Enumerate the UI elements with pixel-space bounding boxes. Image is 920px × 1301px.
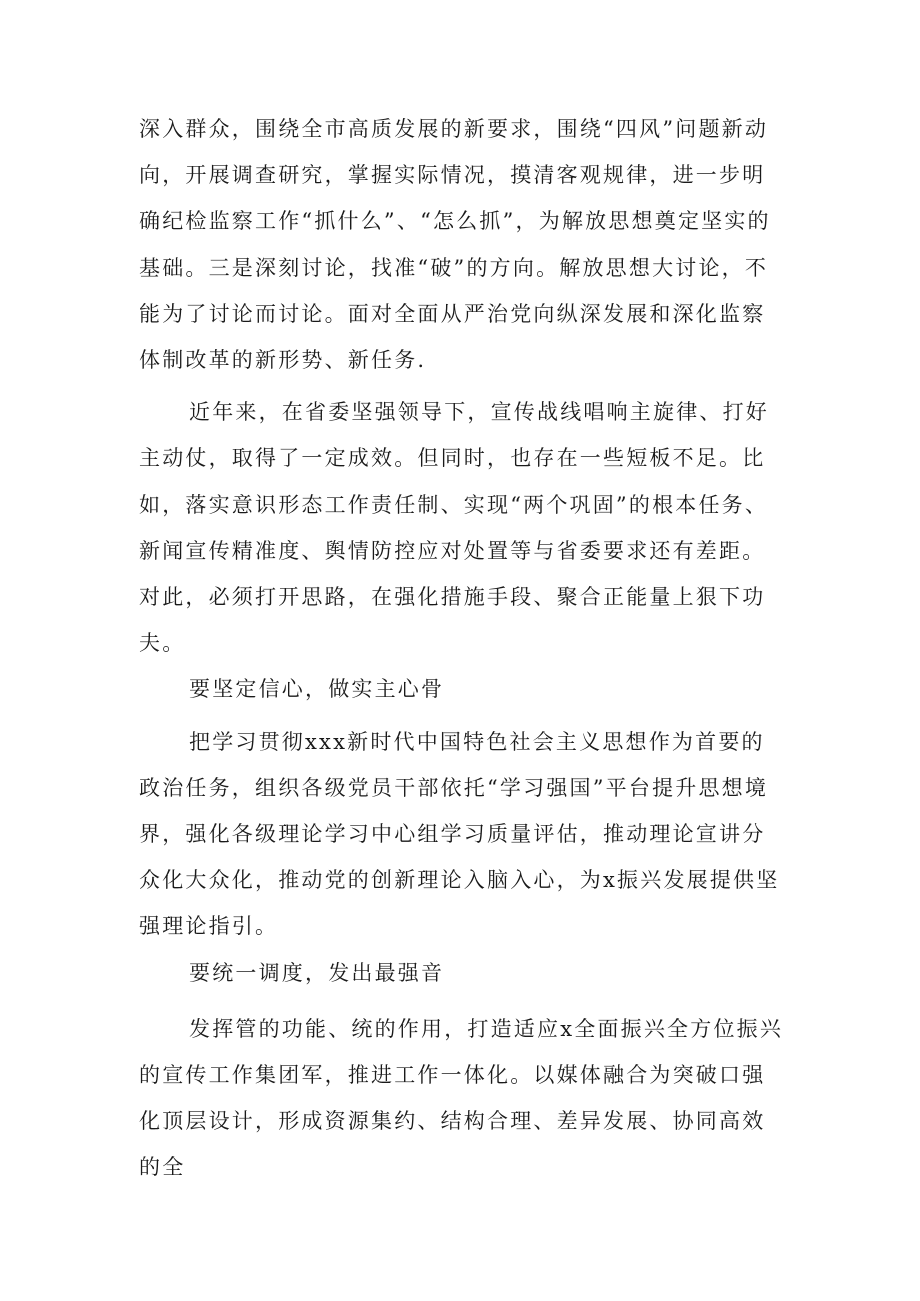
paragraph-continuation: 深入群众，围绕全市高质发展的新要求，围绕“四风”问题新动向，开展调查研究，掌握实际情况，摸清客观规律，进一步明确纪检监察工作“抓什么”、“怎么抓”，为解放思想奠定坚实的基础。三是深刻讨论，找准“破”的方向。解放思想大讨论，不能为了讨论而讨论。面对全面从严治党向纵深发展和深化监察体制改革的新形势、新任务. bbox=[139, 117, 771, 373]
section-heading-coordination: 要统一调度，发出最强音 bbox=[189, 960, 445, 985]
paragraph-theory-study: 把学习贯彻xxx新时代中国特色社会主义思想作为首要的政治任务，组织各级党员干部依托“学习强国”平台提升思想境界，强化各级理论学习中心组学习质量评估，推动理论宣讲分众化大众化，推动党的创新理论入脑入心，为x振兴发展提供坚强理论指引。 bbox=[139, 729, 780, 939]
paragraph-media-integration: 发挥管的功能、统的作用，打造适应x全面振兴全方位振兴的宣传工作集团军，推进工作一体化。以媒体融合为突破口强化顶层设计，形成资源集约、结构合理、差异发展、协同高效的全 bbox=[139, 1016, 784, 1180]
section-heading-confidence: 要坚定信心，做实主心骨 bbox=[189, 677, 445, 702]
paragraph-propaganda-overview: 近年来，在省委坚强领导下，宣传战线唱响主旋律、打好主动仗，取得了一定成效。但同时，也存在一些短板不足。比如，落实意识形态工作责任制、实现“两个巩固”的根本任务、新闻宣传精准度、舆情防控应对处置等与省委要求还有差距。对此，必须打开思路，在强化措施手段、聚合正能量上狠下功夫。 bbox=[139, 400, 769, 656]
document-body bbox=[139, 106, 787, 1191]
